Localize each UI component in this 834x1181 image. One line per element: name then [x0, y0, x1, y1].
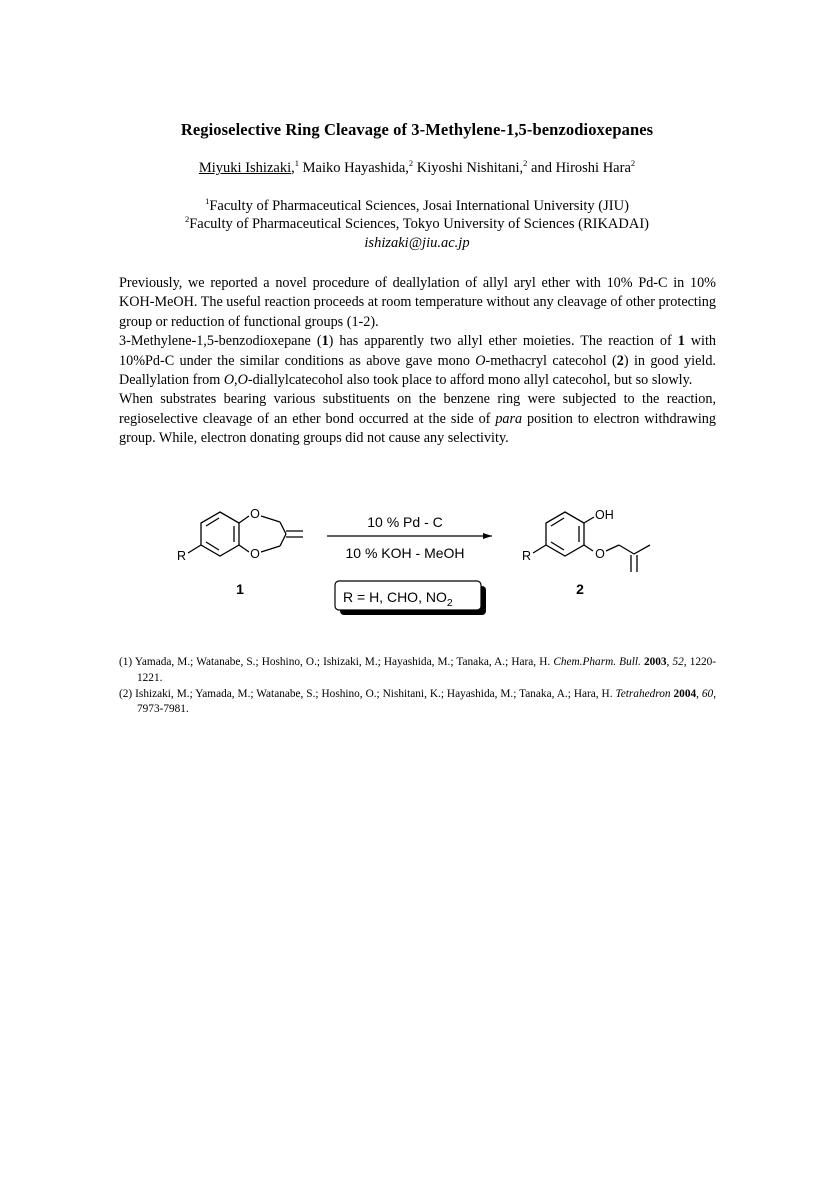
paper-title: Regioselective Ring Cleavage of 3-Methylene-1,5-benzodioxepanes	[180, 120, 654, 139]
text-run: with 10%Pd-C under the similar conditions as above gave mono	[119, 333, 716, 369]
author-affiliation-mark: 2	[523, 158, 528, 168]
reference-authors: Yamada, M.; Watanabe, S.; Hoshino, O.; Ishizaki, M.; Hayashida, M.; Tanaka, A.; Hara, H.	[134, 656, 551, 668]
reference-pages: 1220-1221.	[137, 656, 717, 684]
author-affiliation-mark: 2	[408, 158, 414, 168]
reference-volume: 52	[672, 656, 684, 668]
r-substituents-subscript: 2	[446, 597, 453, 609]
text-run: -diallylcatecohol also took place to afford mono allyl catecohol, but so slowly.	[247, 372, 693, 389]
affiliation-mark: 1	[205, 196, 210, 206]
chain-bond	[619, 545, 634, 554]
hydroxyl-label: OH	[595, 508, 614, 522]
contact-email: ishizaki@jiu.ac.jp	[364, 235, 470, 251]
hydroxyl-bond	[584, 517, 594, 523]
r-bond	[188, 545, 201, 553]
reference-journal: Chem.Pharm. Bull.	[553, 656, 641, 668]
reference-volume: 60	[701, 687, 714, 700]
author-name: Miyuki Ishizaki	[198, 160, 292, 176]
affiliation-mark: 2	[184, 214, 190, 224]
r-bond	[533, 545, 546, 553]
reference-item: (1) Yamada, M.; Watanabe, S.; Hoshino, O.; Ishizaki, M.; Hayashida, M.; Tanaka, A.; Hara, H. Chem.Pharm. Bull. 2003, 52, 1220-1221.	[119, 656, 717, 684]
methyl-bond	[634, 545, 650, 554]
author-name: Maiko Hayashida	[302, 160, 406, 176]
text-run: position to electron withdrawing group. While, electron donating groups did not cause any selectivity.	[119, 410, 716, 447]
paragraph-1: Previously, we reported a novel procedure of deallylation of allyl aryl ether with 10% Pd-C in 10% KOH-MeOH. The useful reaction proceeds at room temperature without any cleavage of other protecting group or reduction of functional groups (1-2).	[119, 275, 716, 330]
reagent-top-text: 10 % Pd - C	[367, 514, 443, 530]
compound-2-label: 2	[576, 581, 584, 597]
author-separator: ,	[519, 160, 524, 176]
affiliation-text: Faculty of Pharmaceutical Sciences, Josai International University (JIU)	[209, 198, 629, 214]
compound-ref: 2	[616, 352, 624, 369]
oxygen-atom-label: O	[595, 547, 605, 561]
benzene-ring	[546, 512, 584, 556]
author-affiliation-mark: 1	[294, 158, 299, 168]
reference-pages: 7973-7981.	[137, 703, 189, 716]
reference-year: 2004	[673, 687, 697, 700]
text-run: When substrates bearing various substituents on the benzene ring were subjected to the reaction, regioselective cleavage of an ether bond occurred at the side of	[119, 391, 716, 427]
reagent-bottom-text: 10 % KOH - MeOH	[345, 545, 465, 561]
reference-authors: Ishizaki, M.; Yamada, M.; Watanabe, S.; Hoshino, O.; Nishitani, K.; Hayashida, M.; Tanaka, A.; Hara, H.	[135, 687, 613, 700]
reference-journal: Tetrahedron	[615, 687, 671, 700]
compound-ref: 1	[677, 333, 685, 350]
author-name: Hiroshi Hara	[555, 160, 631, 176]
r-group-label: R	[521, 549, 531, 563]
author-affiliation-mark: 2	[630, 158, 636, 168]
oxygen-atom-label: O	[250, 507, 260, 521]
ring-bond	[280, 522, 286, 534]
ring-bond	[280, 534, 286, 546]
compound-1-structure	[188, 512, 303, 556]
ring-bond	[261, 546, 280, 552]
reference-number: (1)	[119, 656, 133, 668]
italic-run: para	[495, 410, 523, 427]
compound-2-structure	[533, 512, 650, 572]
ether-bond	[584, 545, 593, 551]
reference-item: (2) Ishizaki, M.; Yamada, M.; Watanabe, S.; Hoshino, O.; Nishitani, K.; Hayashida, M.; Tanaka, A.; Hara, H. Tetrahedron 2004, 60, 7973-7981.	[119, 687, 717, 716]
italic-run: O,O	[223, 372, 248, 389]
text-run: ) in good yield. Deallylation from	[119, 352, 716, 389]
italic-run: O	[475, 352, 486, 369]
chain-bond	[606, 545, 619, 551]
text-run: 3-Methylene-1,5-benzodioxepane (	[119, 333, 322, 350]
reference-year: 2003	[643, 656, 667, 668]
author-name: Kiyoshi Nishitani	[416, 160, 520, 176]
text-run: ) has apparently two allyl ether moieties. The reaction of	[328, 333, 678, 350]
r-group-label: R	[176, 549, 186, 563]
reference-list	[119, 655, 716, 718]
affiliation-text: Faculty of Pharmaceutical Sciences, Tokyo University of Sciences (RIKADAI)	[189, 216, 650, 232]
compound-ref: 1	[321, 333, 329, 350]
ring-bond	[261, 516, 280, 522]
author-separator: ,	[405, 160, 409, 176]
ether-bond	[239, 545, 249, 552]
author-separator: and	[527, 160, 556, 176]
ether-bond	[239, 516, 249, 523]
author-separator: ,	[291, 160, 295, 176]
compound-1-label: 1	[236, 581, 244, 597]
text-run: -methacryl catecohol (	[485, 352, 617, 369]
oxygen-atom-label: O	[250, 547, 260, 561]
r-substituents-main: R = H, CHO, NO	[343, 589, 447, 605]
reference-number: (2)	[119, 687, 133, 700]
benzene-ring	[201, 512, 239, 556]
